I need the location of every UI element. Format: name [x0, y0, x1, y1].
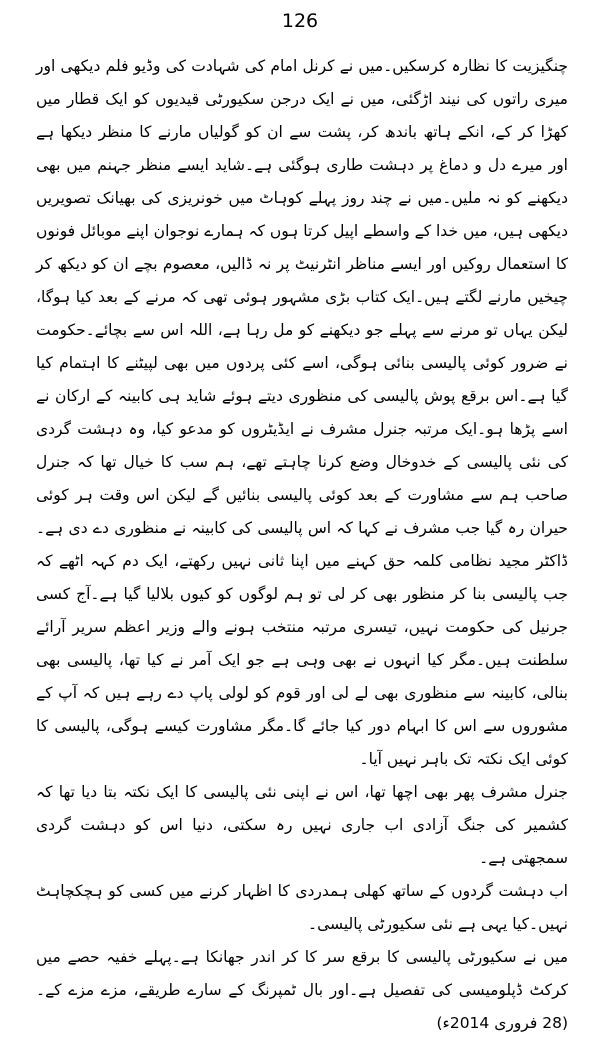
paragraph-musharraf: جنرل مشرف پھر بھی اچھا تھا، اس نے اپنی نئی پالیسی کا ایک نکتہ بتا دیا تھا کہ کشمیر کی جنگ آزادی اب جاری نہیں رہ سکتی، دنیا اس کو دہشت گردی سمجھتی ہے۔: [36, 783, 568, 867]
article-body: [36, 50, 568, 1040]
paragraph-closing: میں نے سکیورٹی پالیسی کا برقع سر کا کر اندر جھانکا ہے۔پہلے خفیہ حصے میں کرکٹ ڈپلومیسی کی تفصیل ہے۔اور بال ٹمپرنگ کے سارے طریقے، مزے مزے کے۔(28 فروری 2014ء): [36, 948, 568, 1032]
paragraph-sympathy: اب دہشت گردوں کے ساتھ کھلی ہمدردی کا اظہار کرنے میں کسی کو ہچکچاہٹ نہیں۔کیا یہی ہے نئی سکیورٹی پالیسی۔: [36, 882, 568, 933]
page-number: 126: [281, 10, 319, 32]
paragraph-main: چنگیزیت کا نظارہ کرسکیں۔میں نے کرنل امام کی شہادت کی وڈیو فلم دیکھی اور میری راتوں کی نیند اڑگئی، میں نے ایک درجن سکیورٹی قیدیوں کو ایک قطار میں کھڑا کر کے، انکے ہاتھ باندھ کر، پشت سے ان کو گولیاں مارنے کا منظر دیکھا ہے اور میرے دل و دماغ پر دہشت طاری ہوگئی ہے۔شاید ایسے منظر جہنم میں بھی دیکھنے کو نہ ملیں۔میں نے چند روز پہلے کوہاٹ میں خونریزی کی بھیانک تصویریں دیکھی ہیں، میں خدا کے واسطے اپیل کرتا ہوں کہ ہمارے نوجوان اپنے موبائل فونوں کا استعمال روکیں اور ایسے مناظر انٹرنیٹ پر نہ ڈالیں، معصوم بچے ان کو دیکھ کر چیخیں مارنے لگتے ہیں۔ایک کتاب بڑی مشہور ہوئی تھی کہ مرنے کے بعد کیا ہوگا، لیکن یہاں تو مرنے سے پہلے جو دیکھنے کو مل رہا ہے، اللہ اس سے بچائے۔حکومت نے ضرور کوئی پالیسی بنائی ہوگی، اسے کئی پردوں میں بھی لپیٹنے کا اہتمام کیا گیا ہے۔اس برقع پوش پالیسی کی منظوری دیتے ہوئے شاید ہی کابینہ کے ارکان نے اسے پڑھا ہو۔ایک مرتبہ جنرل مشرف نے ایڈیٹروں کو مدعو کیا، وہ دہشت گردی کی نئی پالیسی کے خدوخال وضع کرنا چاہتے تھے، ہم سب کا خیال تھا کہ جنرل صاحب ہم سے مشاورت کے بعد کوئی پالیسی بنائیں گے لیکن اس وقت ہر کوئی حیران رہ گیا جب مشرف نے کہا کہ اس پالیسی کی کابینہ نے منظوری دے دی ہے۔ڈاکٹر مجید نظامی کلمہ حق کہنے میں اپنا ثانی نہیں رکھتے، ایک دم کہہ اٹھے کہ جب پالیسی بنا کر منظور بھی کر لی تو ہم لوگوں کو کیوں بلالیا گیا ہے۔آج کسی جرنیل کی حکومت نہیں، تیسری مرتبہ منتخب ہونے والے وزیر اعظم سریر آرائے سلطنت ہیں۔مگر کیا انہوں نے بھی وہی ہے جو ایک آمر نے کیا تھا، پالیسی بھی بنالی، کابینہ سے منظوری بھی لے لی اور قوم کو لولی پاپ دے رہے ہیں کہ آپ کے مشوروں سے اس کا ابہام دور کیا جائے گا۔مگر مشاورت کیسے ہوگی، پالیسی کا کوئی ایک نکتہ تک باہر نہیں آیا۔: [36, 57, 568, 768]
